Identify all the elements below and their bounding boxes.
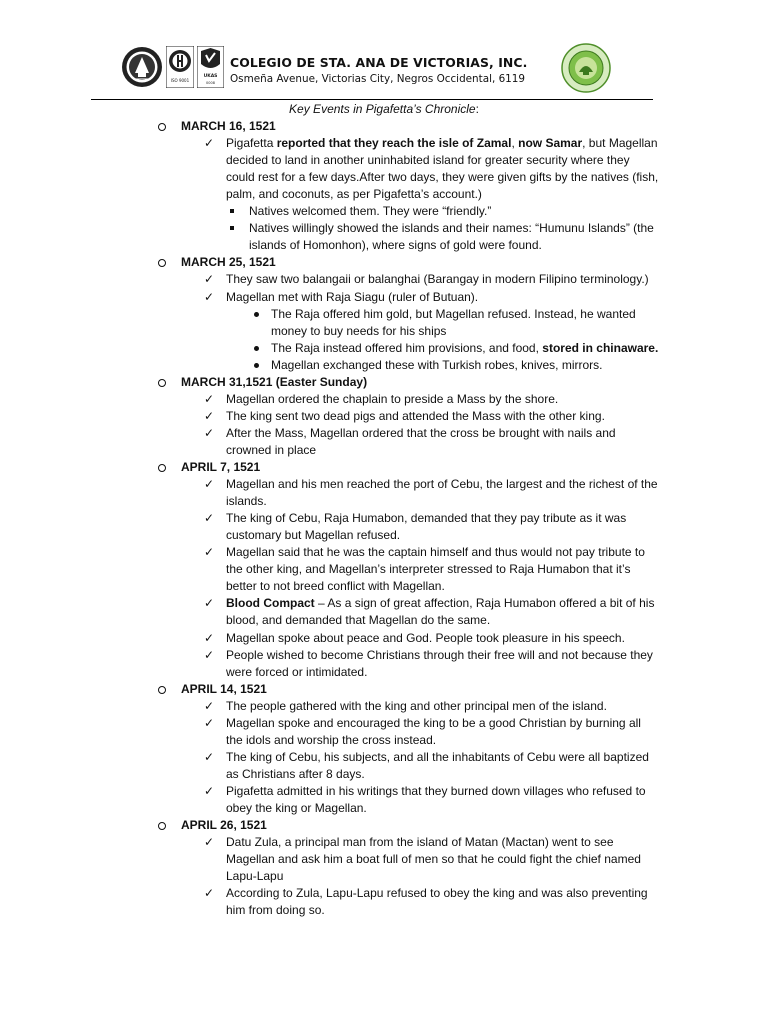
list-item-text: Pigafetta admitted in his writings that they burned down villages who refused to	[226, 783, 646, 798]
checkmark-bullet-icon: ✓	[204, 647, 215, 662]
list-item-text: were forced or intimidated.	[226, 664, 368, 679]
list-item-text: blood, and demanded that Magellan do the same.	[226, 613, 491, 628]
list-item-text: the idols and worship the cross instead.	[226, 732, 437, 747]
list-item-text: Magellan and ask him a boat full of men so that he could fight the chief named	[226, 852, 641, 867]
section-date: APRIL 14, 1521	[181, 681, 267, 696]
checkmark-bullet-icon: ✓	[204, 477, 215, 492]
list-item-text: customary but Magellan refused.	[226, 528, 401, 543]
city-seal-logo	[561, 43, 611, 93]
list-item-text: him from doing so.	[226, 903, 325, 918]
list-item-text: Lapu-Lapu	[226, 869, 284, 884]
hollow-circle-bullet-icon	[158, 123, 166, 131]
list-item-text: The king of Cebu, his subjects, and all the inhabitants of Cebu were all baptized	[226, 749, 649, 764]
checkmark-bullet-icon: ✓	[204, 630, 215, 645]
school-address: Osmeña Avenue, Victorias City, Negros Occidental, 6119	[230, 73, 526, 85]
round-bullet-icon	[254, 363, 259, 368]
text-run: Pigafetta	[226, 136, 277, 151]
list-item-text: Natives welcomed them. They were “friendly.”	[249, 204, 492, 219]
list-item-text: decided to land in another uninhabited island for greater security where they	[226, 153, 630, 168]
round-bullet-icon	[254, 312, 259, 317]
list-item-text: After the Mass, Magellan ordered that the cross be brought with nails and	[226, 425, 616, 440]
ukas-logo	[197, 46, 224, 88]
document-title	[0, 102, 768, 116]
list-item-text: Magellan spoke and encouraged the king to be a good Christian by burning all	[226, 715, 641, 730]
svg-text:0008: 0008	[206, 81, 215, 85]
svg-text:ISO 9001: ISO 9001	[170, 78, 190, 83]
document-title-colon: :	[475, 102, 479, 116]
text-run: ,	[511, 136, 519, 151]
checkmark-bullet-icon: ✓	[204, 886, 215, 901]
list-item-text	[271, 340, 658, 357]
checkmark-bullet-icon: ✓	[204, 835, 215, 850]
section-date: MARCH 16, 1521	[181, 119, 276, 133]
list-item-text: could rest for a few days.After two days, they were given gifts by the natives (fish,	[226, 170, 659, 185]
list-item-text: islands.	[226, 494, 267, 509]
list-item-text: Magellan ordered the chaplain to preside a Mass by the shore.	[226, 391, 559, 406]
checkmark-bullet-icon: ✓	[204, 136, 215, 151]
list-item-text: People wished to become Christians through their free will and not because they	[226, 647, 653, 662]
list-item-text: Magellan and his men reached the port of Cebu, the largest and the richest of the	[226, 477, 658, 492]
section-date: MARCH 25, 1521	[181, 255, 276, 270]
list-item-text: Natives willingly showed the islands and their names: “Humunu Islands” (the	[249, 221, 654, 236]
square-bullet-icon	[230, 226, 234, 230]
hollow-circle-bullet-icon	[158, 464, 166, 472]
checkmark-bullet-icon: ✓	[204, 698, 215, 713]
bold-text: stored in chinaware.	[542, 340, 659, 355]
svg-text:UKAS: UKAS	[203, 74, 218, 79]
text-run: , but Magellan	[582, 136, 658, 151]
section-date: MARCH 31,1521 (Easter Sunday)	[181, 374, 368, 389]
list-item-text: Datu Zula, a principal man from the island of Matan (Mactan) went to see	[226, 835, 614, 850]
checkmark-bullet-icon: ✓	[204, 783, 215, 798]
bold-text: now Samar	[518, 136, 583, 151]
list-item-text: Magellan met with Raja Siagu (ruler of Butuan).	[226, 289, 479, 304]
list-item-text: money to buy needs for his ships	[271, 323, 447, 338]
list-item-text: as Christians after 8 days.	[226, 766, 365, 781]
section-date: APRIL 26, 1521	[181, 818, 267, 833]
list-item-text: the other king, and Magellan’s interpreter stressed to Raja Humabon that it’s	[226, 562, 631, 577]
list-item-text: Magellan said that he was the captain himself and thus would not pay tribute to	[226, 545, 645, 560]
school-name: COLEGIO DE STA. ANA DE VICTORIAS, INC.	[230, 55, 528, 70]
list-item-text: crowned in place	[226, 442, 317, 457]
section-date: APRIL 7, 1521	[181, 460, 261, 474]
list-item-text: better to not breed conflict with Magellan.	[226, 579, 445, 594]
checkmark-bullet-icon: ✓	[204, 408, 215, 423]
square-bullet-icon	[230, 209, 234, 213]
checkmark-bullet-icon: ✓	[204, 545, 215, 560]
list-item-text: islands of Homonhon), where signs of gold were found.	[249, 238, 542, 253]
hollow-circle-bullet-icon	[158, 379, 166, 387]
checkmark-bullet-icon: ✓	[204, 391, 215, 406]
checkmark-bullet-icon: ✓	[204, 596, 215, 611]
list-item-text: According to Zula, Lapu-Lapu refused to obey the king and was also preventing	[226, 886, 648, 901]
checkmark-bullet-icon: ✓	[204, 289, 215, 304]
list-item-text: The king sent two dead pigs and attended the Mass with the other king.	[226, 408, 605, 423]
round-bullet-icon	[254, 346, 259, 351]
checkmark-bullet-icon: ✓	[204, 715, 215, 730]
checkmark-bullet-icon: ✓	[204, 749, 215, 764]
hollow-circle-bullet-icon	[158, 259, 166, 267]
list-item-text: The king of Cebu, Raja Humabon, demanded that they pay tribute as it was	[226, 511, 627, 526]
text-run: – As a sign of great affection, Raja Humabon offered a bit of his	[314, 596, 655, 611]
list-item-text: obey the king or Magellan.	[226, 801, 367, 815]
document-title-text: Key Events in Pigafetta’s Chronicle	[289, 102, 476, 116]
list-item-text: palm, and coconuts, as per Pigafetta’s account.)	[226, 187, 482, 202]
school-seal-logo	[121, 46, 163, 88]
list-item-text: The Raja offered him gold, but Magellan refused. Instead, he wanted	[271, 306, 636, 321]
checkmark-bullet-icon: ✓	[204, 272, 215, 287]
list-item-text: The people gathered with the king and other principal men of the island.	[226, 698, 607, 713]
text-run: The Raja instead offered him provisions, and food,	[271, 340, 543, 355]
list-item-text: They saw two balangaii or balanghai (Barangay in modern Filipino terminology.)	[226, 272, 649, 287]
bold-text: reported that they reach the isle of Zamal	[276, 136, 512, 151]
certification-logo	[166, 46, 194, 88]
hollow-circle-bullet-icon	[158, 822, 166, 830]
hollow-circle-bullet-icon	[158, 686, 166, 694]
checkmark-bullet-icon: ✓	[204, 425, 215, 440]
checkmark-bullet-icon: ✓	[204, 511, 215, 526]
header-divider	[91, 99, 653, 100]
list-item-text: Magellan exchanged these with Turkish robes, knives, mirrors.	[271, 357, 603, 372]
list-item-text	[226, 595, 654, 612]
list-item-text: Magellan spoke about peace and God. People took pleasure in his speech.	[226, 630, 625, 645]
list-item-text	[226, 135, 658, 152]
bold-text: Blood Compact	[226, 596, 315, 611]
